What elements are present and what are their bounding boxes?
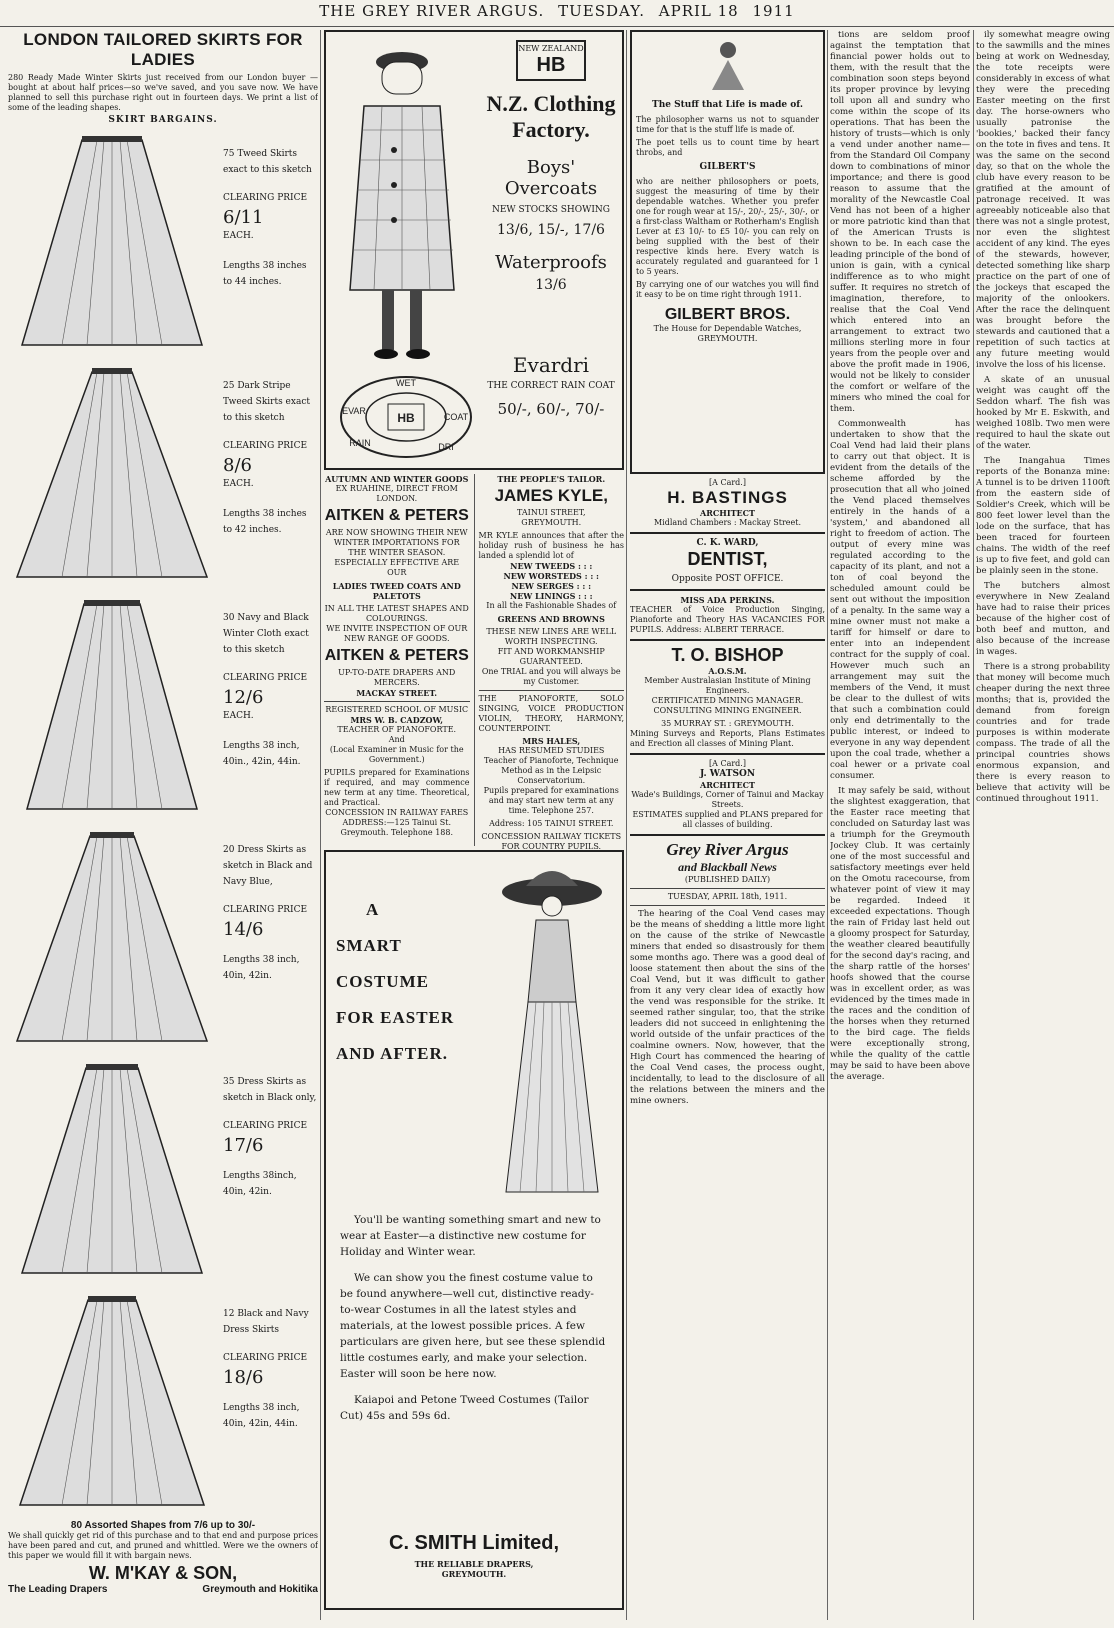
hales-pupils: Pupils prepared for examinations and may start new term at any time. Telephone 257. bbox=[483, 786, 619, 815]
hb-logo-mark: HB bbox=[536, 54, 566, 76]
editorial-c4-top: Commonwealth has undertaken to show that the Coal Vend had laid their plans to carry out that object. It is evident from the details of the scheme afforded by the prosecution that all who joined the Vend placed themselves entirely in the hands of a 'system,' and abandoned all right to freedom of action. The output of every mine was regulated according to the capacity of its plant, and not a ton of coal beyond the scheduled amount could be sent out without the imposition of a penalty. In the same way a mine owner must not make a tariff for himself or dare to enter into an independent contract for the supply of coal. However much such an arrangement may suit the members of the Vend, it must be clear to the dullest of wits that such a combination could only end detrimentally to the public interest, or indeed to everyone in any way dependent upon the coal trade, whether a coal hewer or a private coal consumer. bbox=[830, 419, 970, 781]
skirt-lengths: Lengths 38 inches to 44 inches. bbox=[223, 261, 307, 287]
badge-mark: HB bbox=[397, 411, 415, 425]
kyle-item: NEW LININGS : : : bbox=[509, 591, 593, 601]
bishop-cred: A.O.S.M. bbox=[708, 666, 747, 676]
kyle-item: NEW WORSTEDS : : : bbox=[503, 571, 600, 581]
card-label-2: [A Card.] bbox=[709, 759, 746, 768]
badge-coat: COAT bbox=[443, 412, 469, 422]
skirt-price-label: CLEARING PRICE bbox=[223, 1121, 308, 1131]
mckay-towns: Greymouth and Hokitika bbox=[202, 1584, 318, 1595]
hales-body: THE PIANOFORTE, SOLO SINGING, VOICE PRODUCTION VIOLIN, THEORY, HARMONY, COUNTERPOINT. bbox=[478, 694, 624, 733]
hales-name: MRS HALES, bbox=[522, 736, 581, 746]
skirt-illustration bbox=[12, 1290, 212, 1514]
skirt-price: 17/6 bbox=[223, 1135, 264, 1156]
ward-address: Opposite POST OFFICE. bbox=[671, 574, 784, 584]
cadzow-pupils: PUPILS prepared for Examinations if required, and may commence new term at any time. Theoretical, and Practical. bbox=[324, 768, 470, 807]
bastings-address: Midland Chambers : Mackay Street. bbox=[653, 518, 802, 527]
editorial-c5-money: There is a strong probability that money will become much cheaper during the next three months; that is, provided the demand from foreign countries and for trade purposes is within moderate compass. The trade of all the principal countries shows enormous expansion, and there is every reason to believe that activity will be continued throughout 1911. bbox=[976, 662, 1110, 804]
column-rule bbox=[626, 30, 627, 1620]
ward-dentist: DENTIST, bbox=[687, 549, 768, 569]
boy-overcoat-illustration bbox=[332, 40, 472, 370]
skirt-price: 14/6 bbox=[223, 919, 264, 940]
kyle-items bbox=[479, 561, 625, 601]
argus-published: (PUBLISHED DAILY) bbox=[684, 875, 771, 884]
hb-logo-top: NEW ZEALAND bbox=[518, 44, 584, 53]
aitken-tag: UP-TO-DATE DRAPERS AND MERCERS. bbox=[338, 668, 456, 687]
mckay-section: SKIRT BARGAINS. bbox=[108, 115, 218, 125]
bastings-name: H. BASTINGS bbox=[667, 488, 788, 507]
gilbert-p4: By carrying one of our watches you will find it easy to be on time right through 1911. bbox=[636, 280, 819, 299]
cadzow-exam: (Local Examiner in Music for the Government.) bbox=[329, 745, 464, 764]
skirt-each: EACH. bbox=[223, 711, 254, 721]
kyle-trial: One TRIAL and you will always be my Customer. bbox=[481, 667, 621, 686]
smith-town: GREYMOUTH. bbox=[441, 1569, 507, 1579]
skirt-price: 8/6 bbox=[223, 455, 252, 476]
aitken-especially: ESPECIALLY EFFECTIVE ARE OUR bbox=[334, 558, 460, 577]
skirt-illustration bbox=[12, 826, 212, 1050]
skirt-desc: 30 Navy and Black Winter Cloth exact to this sketch bbox=[223, 613, 309, 655]
skirt-each: EACH. bbox=[223, 231, 254, 241]
skirt-illustration bbox=[12, 1058, 212, 1282]
argus-date: TUESDAY, APRIL 18th, 1911. bbox=[667, 892, 788, 901]
mckay-advert bbox=[8, 30, 318, 1622]
skirt-item bbox=[8, 822, 318, 1054]
card-label-1: [A Card.] bbox=[709, 478, 746, 487]
watson-role: ARCHITECT bbox=[700, 780, 755, 790]
smith-p2: We can show you the finest costume value to be found anywhere—well cut, distinctive ready-to-wear Costumes in all the latest styles and materials, at the lowest possible prices. A few particulars are given here, but see these splendid little costumes early, and make your selection. Easter will soon be here now. bbox=[340, 1272, 606, 1380]
gilbert-advert bbox=[630, 30, 825, 474]
bishop-survey: Mining Surveys and Reports, Plans Estimates and Erection all classes of Mining Plant. bbox=[630, 729, 825, 748]
smith-advert bbox=[324, 850, 624, 1610]
skirt-price-label: CLEARING PRICE bbox=[223, 1353, 308, 1363]
smith-line-2: SMART bbox=[336, 936, 402, 955]
gilbert-town: GREYMOUTH. bbox=[697, 334, 758, 343]
paper-title: THE GREY RIVER ARGUS. bbox=[319, 2, 545, 20]
nzcf-boys-prices: 13/6, 15/-, 17/6 bbox=[497, 222, 605, 238]
nzcf-coat-tag: THE CORRECT RAIN COAT bbox=[487, 381, 615, 391]
skirt-lengths: Lengths 38inch, 40in, 42in. bbox=[223, 1171, 297, 1197]
aitken-name-2: AITKEN & PETERS bbox=[324, 647, 469, 664]
mckay-headline: LONDON TAILORED SKIRTS FOR LADIES bbox=[23, 30, 303, 69]
cadzow-role: TEACHER OF PIANOFORTE. bbox=[337, 725, 457, 734]
aitken-top: AUTUMN AND WINTER GOODS bbox=[325, 474, 469, 484]
skirt-list bbox=[8, 126, 318, 1518]
nzcf-evardri: Evardri bbox=[512, 353, 590, 377]
ward-name: C. K. WARD, bbox=[696, 538, 759, 548]
aitken-invite: WE INVITE INSPECTION OF OUR NEW RANGE OF GOODS. bbox=[326, 624, 468, 643]
cadzow-title: REGISTERED SCHOOL OF MUSIC bbox=[325, 705, 469, 714]
mckay-tagline: The Leading Drapers bbox=[8, 1584, 108, 1595]
paper-date: APRIL 18 bbox=[658, 2, 739, 20]
nzcf-waterproofs: Waterproofs bbox=[495, 252, 607, 273]
cadzow-and: And bbox=[388, 735, 405, 744]
argus-name: Grey River Argus bbox=[666, 840, 789, 859]
cadzow-name: MRS W. B. CADZOW, bbox=[350, 715, 444, 725]
bishop-cert: CERTIFICATED MINING MANAGER. CONSULTING MINING ENGINEER. bbox=[651, 696, 804, 715]
nzcf-evardri-prices: 50/-, 60/-, 70/- bbox=[497, 400, 605, 418]
hales-address: Address: 105 TAINUI STREET. bbox=[489, 819, 614, 828]
kyle-shades: In all the Fashionable Shades of bbox=[486, 601, 617, 610]
skirt-price-label: CLEARING PRICE bbox=[223, 673, 308, 683]
nzcf-new-stocks: NEW STOCKS SHOWING bbox=[491, 205, 610, 215]
skirt-item bbox=[8, 1054, 318, 1286]
bishop-member: Member Australasian Institute of Mining Engineers. bbox=[644, 676, 811, 695]
paper-year: 1911 bbox=[752, 2, 795, 20]
hales-method: Teacher of Pianoforte, Technique Method as in the Leipsic Conservatorium. bbox=[484, 756, 619, 785]
smith-p1: You'll be wanting something smart and new to wear at Easter—a distinctive new costume for Holiday and Winter wear. bbox=[340, 1214, 601, 1258]
mckay-closing: We shall quickly get rid of this purchase and to that end and purpose prices have been pared and cut, and pruned and whittled. Were we the owners of this paper we would fill it with bargain news. bbox=[8, 1531, 318, 1560]
skirt-illustration bbox=[12, 362, 212, 586]
kyle-name: JAMES KYLE, bbox=[494, 486, 608, 505]
mckay-intro: 280 Ready Made Winter Skirts just received from our London buyer —bought at about half prices—so we've saved, and you save now. We have planned to sell this purchase right out in fourteen days. We print a list of some of the leading shapes. bbox=[8, 73, 318, 112]
editorial-coal-vend bbox=[630, 909, 825, 1107]
column-rule bbox=[320, 30, 321, 1620]
skirt-lengths: Lengths 38 inch, 40in, 42in, 44in. bbox=[223, 1403, 300, 1429]
skirt-lengths: Lengths 38 inch, 40in, 42in. bbox=[223, 955, 300, 981]
column-rule bbox=[973, 30, 974, 1620]
kyle-item: NEW SERGES : : : bbox=[511, 581, 592, 591]
mckay-firm: W. M'KAY & SON, bbox=[88, 1563, 238, 1583]
kyle-worth: THESE NEW LINES ARE WELL WORTH INSPECTING. bbox=[486, 627, 617, 646]
skirt-price-label: CLEARING PRICE bbox=[223, 441, 308, 451]
editorial-c5-bonanza: The Inangahua Times reports of the Bonanza mine: A tunnel is to be driven 1100ft from the eastern side of Soldier's Creek, which will be 800 feet lower level than the lode on the surface, that has been traced for fourteen chains. The width of the reef is up to five feet, and gold can be plainly seen in the stone. bbox=[976, 456, 1110, 576]
editorial-c4-lead: tions are seldom proof against the temptation that financial power holds out to them, with the result that the combination soon steps beyond its proper province by levying toll upon all and sundry who come within the scope of its operations. That has been the history of trusts—which is only a vend under another name—from the Standard Oil Company down to combinations of minor importance; and there is good reason to assume that the morality of the Newcastle Coal Vend has not been of a higher or more patriotic kind than that of the American Trusts is shown to be. In each case the leading principle of the bond of union is gain, with a cynical indifference as to who might suffer. It requires no stretch of imagination, therefore, to realise that the Coal Vend which entered into an arrangement to extract two millions sterling more in four years from the people over and above the profit made in 1906, would not be likely to consider the comfort or welfare of the miners who mined the coal for them. bbox=[830, 30, 970, 414]
aitken-name: AITKEN & PETERS bbox=[324, 507, 469, 524]
smith-p3: Kaiapoi and Petone Tweed Costumes (Tailor Cut) 45s and 59s 6d. bbox=[340, 1394, 589, 1422]
watson-address: Wade's Buildings, Corner of Tainui and Mackay Streets. bbox=[631, 790, 824, 809]
kyle-fit: FIT AND WORKMANSHIP GUARANTEED. bbox=[497, 647, 605, 666]
kyle-town: GREYMOUTH. bbox=[521, 518, 582, 527]
gilbert-p3: who are neither philosophers or poets, suggest the measuring of time by their dependable watches. Whether you prefer one for rough wear at 15/-, 20/-, 25/-, 30/-, or a first-class Waltham or Rotherham's English Lever at £3 10/- to £5 10/- you can rely on being supplied with the best of their respective kinds here. Every watch is accurately regulated and guaranteed for 1 to 5 years. bbox=[636, 177, 819, 276]
evardri-badge bbox=[336, 372, 476, 462]
seated-figure-icon bbox=[698, 36, 758, 96]
bishop-name: T. O. BISHOP bbox=[671, 645, 784, 665]
costume-lady-illustration bbox=[486, 862, 616, 1202]
skirt-price-label: CLEARING PRICE bbox=[223, 193, 308, 203]
smith-line-1: A bbox=[366, 900, 380, 919]
editorial-column-5 bbox=[976, 30, 1110, 1622]
smith-firm: C. SMITH Limited, bbox=[389, 1532, 559, 1554]
badge-rain: RAIN bbox=[349, 438, 371, 448]
nzcf-title: N.Z. Clothing Factory. bbox=[486, 91, 616, 142]
argus-sub: and Blackball News bbox=[678, 860, 777, 874]
skirt-desc: 20 Dress Skirts as sketch in Black and Navy Blue, bbox=[223, 845, 313, 887]
skirt-illustration bbox=[12, 130, 212, 354]
skirt-each: EACH. bbox=[223, 479, 254, 489]
masthead bbox=[0, 2, 1114, 27]
skirt-item bbox=[8, 1286, 318, 1518]
aitken-cadzow-column bbox=[324, 474, 475, 846]
perkins-name: MISS ADA PERKINS. bbox=[680, 595, 775, 605]
kyle-colours: GREENS AND BROWNS bbox=[497, 614, 605, 624]
skirt-illustration bbox=[12, 594, 212, 818]
aitken-street: MACKAY STREET. bbox=[356, 688, 438, 698]
skirt-price: 18/6 bbox=[223, 1367, 264, 1388]
smith-line-4: FOR EASTER bbox=[336, 1008, 455, 1027]
hales-resumed: HAS RESUMED STUDIES bbox=[498, 746, 605, 755]
hb-logo bbox=[516, 40, 586, 81]
gilbert-p2: The poet tells us to count time by heart throbs, and bbox=[636, 138, 819, 157]
nzcf-advert bbox=[324, 30, 624, 470]
skirt-desc: 75 Tweed Skirts exact to this sketch bbox=[223, 149, 312, 175]
hales-concession: CONCESSION RAILWAY TICKETS FOR COUNTRY PUPILS. bbox=[481, 832, 622, 851]
editorial-column-4 bbox=[830, 30, 970, 1622]
editorial-c4-bottom: It may safely be said, without the slightest exaggeration, that the Easter race meeting that concluded on Saturday last was a triumph for the Greymouth Jockey Club. It was certainly one of the most successful and satisfactory meetings ever held on the Omotu racecourse, from whatever point of view it may be regarded. Indeed it exceeded expectations. Though the rain of Friday last held out a gloomy prospect for Saturday, the weather cleared beautifully for the second day's racing, and the sharp rattle of the horses' hoofs showed that the course was in excellent order, as was evidenced by the times made in the races and the condition of the horses when they returned to the bird cage. The fields were exceptionally strong, while the quality of the cattle may be said to have been above the average. bbox=[830, 786, 970, 1082]
editorial-c5-skate: A skate of an unusual weight was caught off the Seddon wharf. The fish was hooked by Mr E. Eskwith, and weighed 108lb. Two men were required to haul the skate out of the water. bbox=[976, 375, 1110, 451]
gilbert-brand: GILBERT'S bbox=[699, 162, 756, 172]
kyle-hales-column bbox=[475, 474, 625, 851]
editorial-c5-butchers: The butchers almost everywhere in New Zealand have had to raise their prices because of the higher cost of both beef and mutton, and also because of the increase in wages. bbox=[976, 581, 1110, 657]
skirt-price: 6/11 bbox=[223, 207, 264, 228]
perkins-body: TEACHER of Voice Production Singing, Pianoforte and Theory HAS VACANCIES FOR PUPILS. Address: ALBERT TERRACE. bbox=[630, 605, 825, 634]
skirt-price: 12/6 bbox=[223, 687, 264, 708]
aitken-colours: IN ALL THE LATEST SHAPES AND COLOURINGS. bbox=[324, 604, 469, 623]
mckay-assorted: 80 Assorted Shapes from 7/6 up to 30/- bbox=[70, 1520, 256, 1531]
skirt-item bbox=[8, 358, 318, 590]
smith-line-3: COSTUME bbox=[336, 972, 429, 991]
paper-day: TUESDAY. bbox=[558, 2, 645, 20]
bishop-address: 35 MURRAY ST. : GREYMOUTH. bbox=[661, 719, 794, 728]
skirt-lengths: Lengths 38 inches to 42 inches. bbox=[223, 509, 307, 535]
gilbert-title: The Stuff that Life is made of. bbox=[652, 100, 803, 110]
cadzow-address: ADDRESS:—125 Tainui St. Greymouth. Telephone 188. bbox=[340, 818, 454, 837]
gilbert-firm: GILBERT BROS. bbox=[664, 306, 791, 323]
cards-column bbox=[630, 30, 825, 1622]
skirt-desc: 25 Dark Stripe Tweed Skirts exact to this sketch bbox=[223, 381, 310, 423]
skirt-lengths: Lengths 38 inch, 40in., 42in, 44in. bbox=[223, 741, 301, 767]
gilbert-tag: The House for Dependable Watches, bbox=[653, 324, 802, 333]
skirt-price-label: CLEARING PRICE bbox=[223, 905, 308, 915]
gilbert-p1: The philosopher warns us not to squander time for that is the stuff life is made of. bbox=[636, 115, 819, 134]
bastings-role: ARCHITECT bbox=[700, 508, 755, 518]
aitken-body: ARE NOW SHOWING THEIR NEW WINTER IMPORTATIONS FOR THE WINTER SEASON. bbox=[325, 528, 468, 557]
nzcf-waterproofs-price: 13/6 bbox=[535, 277, 567, 293]
smith-line-5: AND AFTER. bbox=[336, 1044, 449, 1063]
kyle-top: THE PEOPLE'S TAILOR. bbox=[497, 474, 606, 484]
kyle-body: MR KYLE announces that after the holiday rush of business he has landed a splendid lot of bbox=[478, 531, 624, 560]
smith-tag: THE RELIABLE DRAPERS, bbox=[414, 1559, 534, 1569]
watson-name: J. WATSON bbox=[699, 769, 756, 779]
skirt-item bbox=[8, 590, 318, 822]
skirt-item bbox=[8, 126, 318, 358]
middle-adverts bbox=[324, 30, 624, 1622]
badge-dri: DRI bbox=[438, 442, 454, 452]
kyle-item: NEW TWEEDS : : : bbox=[510, 561, 593, 571]
editorial-c5-top: ily somewhat meagre owing to the sawmills and the mines being at work on Wednesday, the tote receipts were considerably in excess of what they were the preceding Easter meeting on the first day. The horse-owners who usually patronise the 'bookies,' backed their fancy on the tote in fives and tens. It was the same on the second day, so that on the whole the club have every reason to be gratified at the amount of patronage received. It was agreeably noticeable also that there was not a single protest, nor even the slightest accident of any kind. The eyes of the stewards, however, detected something like sharp practice on the part of one of the jockeys that escaped the majority of the onlookers. After the race the delinquent was brought before the stewards and cautioned that a repetition of such tactics at any future meeting would involve the loss of his license. bbox=[976, 30, 1110, 370]
column-rule bbox=[827, 30, 828, 1620]
nzcf-boys: Boys' Overcoats bbox=[504, 157, 598, 199]
aitken-ex: EX RUAHINE, DIRECT FROM LONDON. bbox=[335, 484, 458, 503]
badge-wet: WET bbox=[396, 378, 416, 388]
editorial-c3-bottom: The hearing of the Coal Vend cases may be the means of shedding a little more light on the cause of the strike of Newcastle miners that ended so disastrously for them some months ago. There was a good deal of loose statement then about the sins of the Coal Vend, but it was difficult to gather from it any very clear idea of exactly how the vend was responsible for the strike. It seemed rather singular, too, that the strike leaders did not succeed in enlightening the world outside of the unfair practices of the coalmine owners. Now, however, that the High Court has commenced the hearing of the Coal Vend cases, the process ought, incidentally, to lead to the disclosure of all the relations between the miners and the mine owners. bbox=[630, 909, 825, 1106]
badge-evar: EVAR bbox=[342, 406, 366, 416]
cadzow-concession: CONCESSION IN RAILWAY FARES bbox=[325, 808, 469, 817]
skirt-desc: 12 Black and Navy Dress Skirts bbox=[223, 1309, 309, 1335]
skirt-desc: 35 Dress Skirts as sketch in Black only, bbox=[223, 1077, 317, 1103]
kyle-street: TAINUI STREET, bbox=[516, 508, 586, 517]
aitken-tweed: LADIES TWEED COATS AND PALETOTS bbox=[332, 581, 461, 601]
watson-estimates: ESTIMATES supplied and PLANS prepared for all classes of building. bbox=[632, 810, 823, 829]
